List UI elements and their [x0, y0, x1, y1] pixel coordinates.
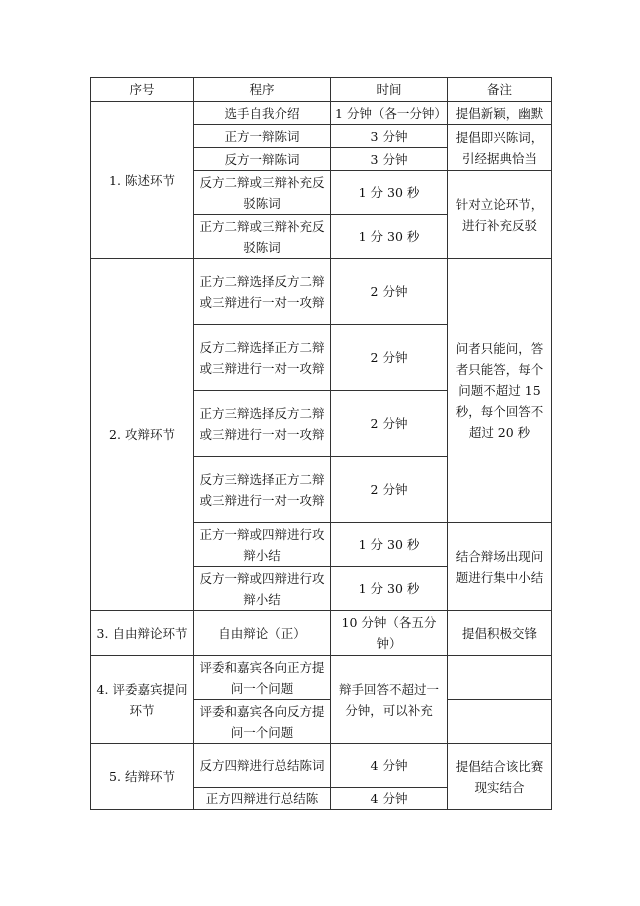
section-label: 4. 评委嘉宾提问环节 [91, 656, 194, 744]
table-row [91, 744, 552, 788]
header-procedure: 程序 [194, 78, 331, 102]
section-label: 3. 自由辩论环节 [91, 611, 194, 656]
table-row [91, 259, 552, 325]
note-cell: 问者只能问，答者只能答，每个问题不超过 15 秒，每个回答不超过 20 秒 [448, 259, 552, 523]
procedure-cell: 反方四辩进行总结陈词 [194, 744, 331, 788]
procedure-cell: 反方三辩选择正方二辩或三辩进行一对一攻辩 [194, 457, 331, 523]
header-row [91, 78, 552, 102]
section-label: 2. 攻辩环节 [91, 259, 194, 611]
debate-schedule-table [90, 77, 552, 810]
table-row [91, 102, 552, 125]
section-label: 5. 结辩环节 [91, 744, 194, 810]
note-cell-empty [448, 656, 552, 700]
time-cell: 1 分 30 秒 [331, 567, 448, 611]
procedure-cell: 自由辩论（正） [194, 611, 331, 656]
procedure-cell: 正方二辩选择反方二辩或三辩进行一对一攻辩 [194, 259, 331, 325]
procedure-cell: 评委和嘉宾各向正方提问一个问题 [194, 656, 331, 700]
note-cell: 结合辩场出现问题进行集中小结 [448, 523, 552, 611]
procedure-cell: 正方三辩选择反方二辩或三辩进行一对一攻辩 [194, 391, 331, 457]
table-row [91, 656, 552, 700]
time-cell: 3 分钟 [331, 125, 448, 148]
time-cell: 10 分钟（各五分钟） [331, 611, 448, 656]
time-cell: 1 分 30 秒 [331, 523, 448, 567]
header-seq: 序号 [91, 78, 194, 102]
table-row [91, 611, 552, 656]
time-cell: 辩手回答不超过一分钟，可以补充 [331, 656, 448, 744]
procedure-cell: 正方一辩陈词 [194, 125, 331, 148]
procedure-cell: 正方二辩或三辩补充反驳陈词 [194, 215, 331, 259]
time-cell: 1 分 30 秒 [331, 171, 448, 215]
procedure-cell: 选手自我介绍 [194, 102, 331, 125]
note-cell-empty [448, 700, 552, 744]
note-cell: 提倡新颖，幽默 [448, 102, 552, 125]
procedure-cell: 正方一辩或四辩进行攻辩小结 [194, 523, 331, 567]
time-cell: 4 分钟 [331, 788, 448, 810]
note-cell: 提倡结合该比赛现实结合 [448, 744, 552, 810]
header-time: 时间 [331, 78, 448, 102]
procedure-cell: 反方二辩或三辩补充反驳陈词 [194, 171, 331, 215]
time-cell: 4 分钟 [331, 744, 448, 788]
procedure-cell: 反方一辩或四辩进行攻辩小结 [194, 567, 331, 611]
time-cell: 2 分钟 [331, 259, 448, 325]
procedure-cell: 反方一辩陈词 [194, 148, 331, 171]
time-cell: 2 分钟 [331, 391, 448, 457]
note-cell: 提倡积极交锋 [448, 611, 552, 656]
time-cell: 3 分钟 [331, 148, 448, 171]
procedure-cell: 反方二辩选择正方二辩或三辩进行一对一攻辩 [194, 325, 331, 391]
time-cell: 1 分 30 秒 [331, 215, 448, 259]
time-cell: 1 分钟（各一分钟） [331, 102, 448, 125]
section-label: 1. 陈述环节 [91, 102, 194, 259]
header-note: 备注 [448, 78, 552, 102]
time-cell: 2 分钟 [331, 457, 448, 523]
procedure-cell: 评委和嘉宾各向反方提问一个问题 [194, 700, 331, 744]
note-cell: 提倡即兴陈词，引经据典恰当 [448, 125, 552, 171]
time-cell: 2 分钟 [331, 325, 448, 391]
procedure-cell: 正方四辩进行总结陈 [194, 788, 331, 810]
note-cell: 针对立论环节，进行补充反驳 [448, 171, 552, 259]
